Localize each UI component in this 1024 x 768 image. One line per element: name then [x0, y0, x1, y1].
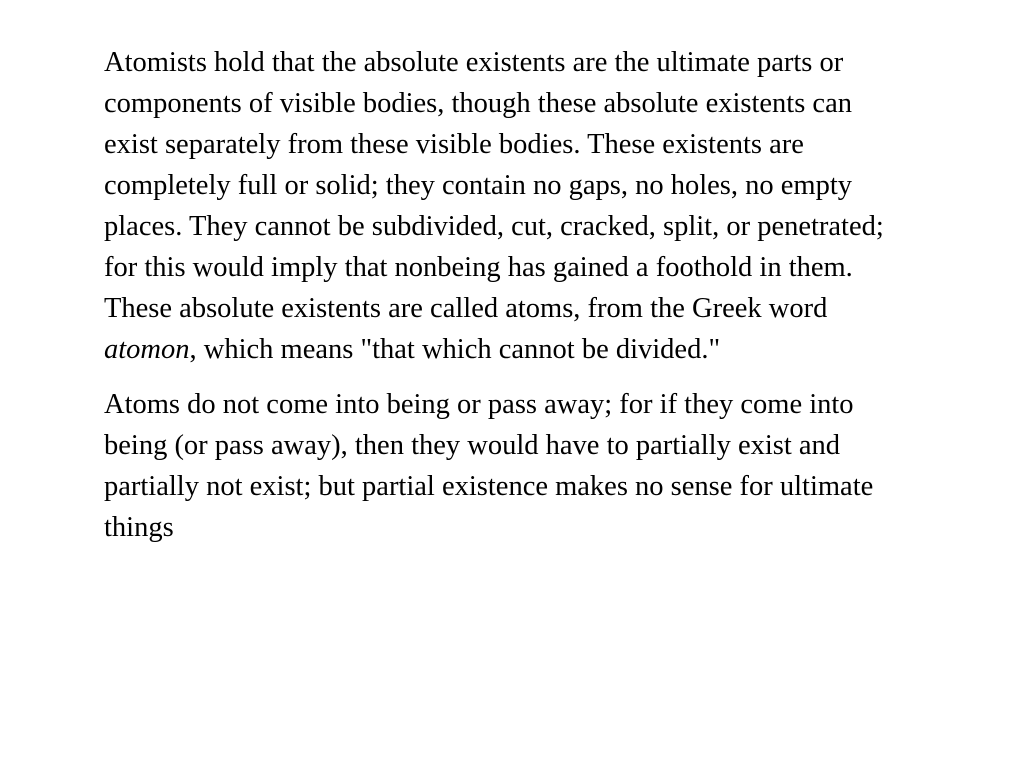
text-body: [104, 42, 904, 548]
paragraph-atoms-being: Atoms do not come into being or pass away; for if they come into being (or pass away), then they would have to partially exist and partially not exist; but partial existence makes no sense for ultimate things: [104, 389, 874, 543]
paragraph-atomists: [104, 42, 904, 370]
paragraph-atomists-ending: , which means "that which cannot be divided.": [189, 334, 721, 365]
greek-term-atomon: atomon: [104, 334, 190, 365]
paragraph-atomists-text: Atomists hold that the absolute existents are the ultimate parts or components of visible bodies, though these absolute existents can exist separately from these visible bodies. These existents are completely full or solid; they contain no gaps, no holes, no empty places. They cannot be subdivided, cut, cracked, split, or penetrated; for this would imply that nonbeing has gained a foothold in them. These absolute existents are called atoms, from the Greek word: [104, 47, 884, 324]
